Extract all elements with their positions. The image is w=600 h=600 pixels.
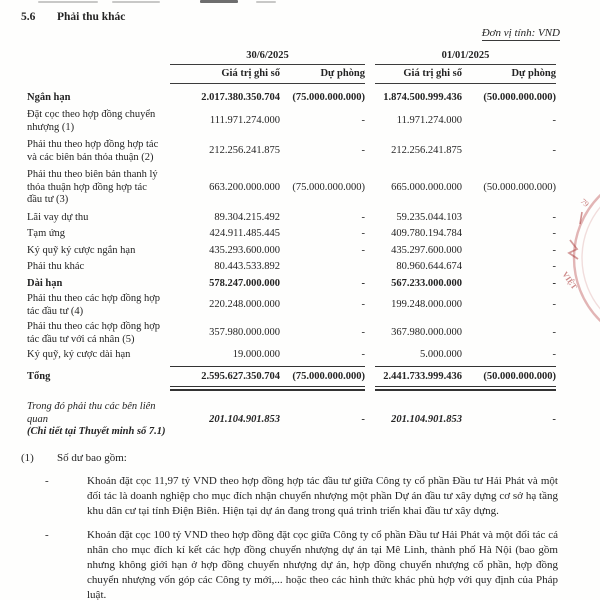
table-subheader-row <box>20 66 600 84</box>
related-parties-label: Trong đó phải thu các bên liên quan <box>27 401 156 425</box>
table-row: Tạm ứng 424.911.485.445 - 409.780.194.784 - <box>27 228 556 239</box>
footnote-marker: (1) <box>21 451 34 464</box>
footnote-text: Khoản đặt cọc 11,97 tỷ VND theo hợp đồng hợp tác đầu tư giữa Công ty cổ phần Đầu tư Hải Phát và một đối tác là doanh nghiệp cho mục đích nhận chuyển nhượng một phần Dự án đầu tư xây dựng cơ sở hạ tầng khu dân cư tại tỉnh Điện Biên. Hiện tại dự án đang trong quá trình triển khai đầu tư xây dựng. <box>87 474 558 517</box>
total-bottom-double-rule <box>20 386 600 391</box>
table-row: Ký quỹ, ký cược dài hạn 19.000.000 - 5.000.000 - <box>27 349 556 360</box>
table-row: Phải thu theo các hợp đồng hợp tác đầu tư (4) 220.248.000.000 - 199.248.000.000 - <box>27 293 556 317</box>
unit-label: Đơn vị tính: VND <box>481 27 560 39</box>
subheader-book-value-1: Giá trị ghi sổ <box>170 66 280 84</box>
subheader-book-value-2: Giá trị ghi sổ <box>375 66 462 84</box>
subheader-provision-2: Dự phòng <box>462 66 556 84</box>
table-row: Phải thu khác 80.443.533.892 80.960.644.674 - <box>27 261 556 272</box>
bullet-dash: - <box>45 474 49 487</box>
table-row: Lãi vay dự thu 89.304.215.492 - 59.235.044.103 - <box>27 211 556 223</box>
table-date-header-row <box>20 49 600 65</box>
related-parties-note-ref: (Chi tiết tại Thuyết minh số 7.1) <box>27 426 166 437</box>
col-group-date-1: 30/6/2025 <box>170 49 365 65</box>
footnote-heading-row <box>21 451 600 465</box>
svg-text:VIỆT: VIỆT <box>560 269 579 292</box>
table-row-short-term: Ngắn hạn 2.017.380.350.704 (75.000.000.000) 1.874.500.999.436 (50.000.000.000) <box>27 91 556 103</box>
col-group-date-2: 01/01/2025 <box>375 49 556 65</box>
table-row-long-term: Dài hạn 578.247.000.000 - 567.233.000.000 - <box>27 277 556 289</box>
page-title: Phải thu khác <box>57 11 126 23</box>
svg-text:79: 79 <box>578 196 591 209</box>
table-row-related-parties: Trong đó phải thu các bên liên quan (Chi tiết tại Thuyết minh số 7.1) 201.104.901.853 - 201.104.901.853 - <box>27 401 556 437</box>
other-receivables-table <box>0 49 600 439</box>
footnote-bullet <box>45 474 600 519</box>
unit-row <box>0 24 600 40</box>
bullet-dash: - <box>45 528 49 541</box>
footnote-heading: Số dư bao gồm: <box>57 451 127 464</box>
subheader-provision-1: Dự phòng <box>280 66 365 84</box>
table-row: Đặt cọc theo hợp đồng chuyển nhượng (1) 111.971.274.000 - 11.971.274.000 - <box>27 109 556 133</box>
section-number: 5.6 <box>21 11 36 23</box>
table-row: Phải thu theo các hợp đồng hợp tác đầu tư với cá nhân (5) 357.980.000.000 - 367.980.000.000 - <box>27 321 556 345</box>
table-row: Ký quỹ ký cược ngắn hạn 435.293.600.000 - 435.297.600.000 - <box>27 244 556 256</box>
table-row: Phải thu theo biên bản thanh lý thỏa thuận hợp đồng hợp tác đầu tư (3) 663.200.000.000 (75.000.000.000) 665.000.000.000 (50.000.000.000) <box>27 169 556 205</box>
table-row: Phải thu theo hợp đồng hợp tác và các biên bản thỏa thuận (2) 212.256.241.875 - 212.256.241.875 - <box>27 139 556 163</box>
page-cut-remnant <box>0 0 600 6</box>
footnote-text: Khoản đặt cọc 100 tỷ VND theo hợp đồng đặt cọc giữa Công ty cổ phần Đầu tư Hải Phát và một đối tác cá nhân cho mục đích kí kết các hợp đồng chuyển nhượng dự án tại Mê Linh, thành phố Hà Nội (bao gồm nhưng không giới hạn ở hợp đồng chuyển nhượng dự án, hợp đồng chuyển nhượng cổ phần, hợp đồng chuyển nhượng vốn góp các Công ty mới,... hoặc theo các hình thức khác phù hợp với quy định của Pháp luật. <box>87 528 558 600</box>
table-row-total: Tổng 2.595.627.350.704 (75.000.000.000) 2.441.733.999.436 (50.000.000.000) <box>27 370 556 382</box>
footnote-bullet <box>45 528 600 600</box>
